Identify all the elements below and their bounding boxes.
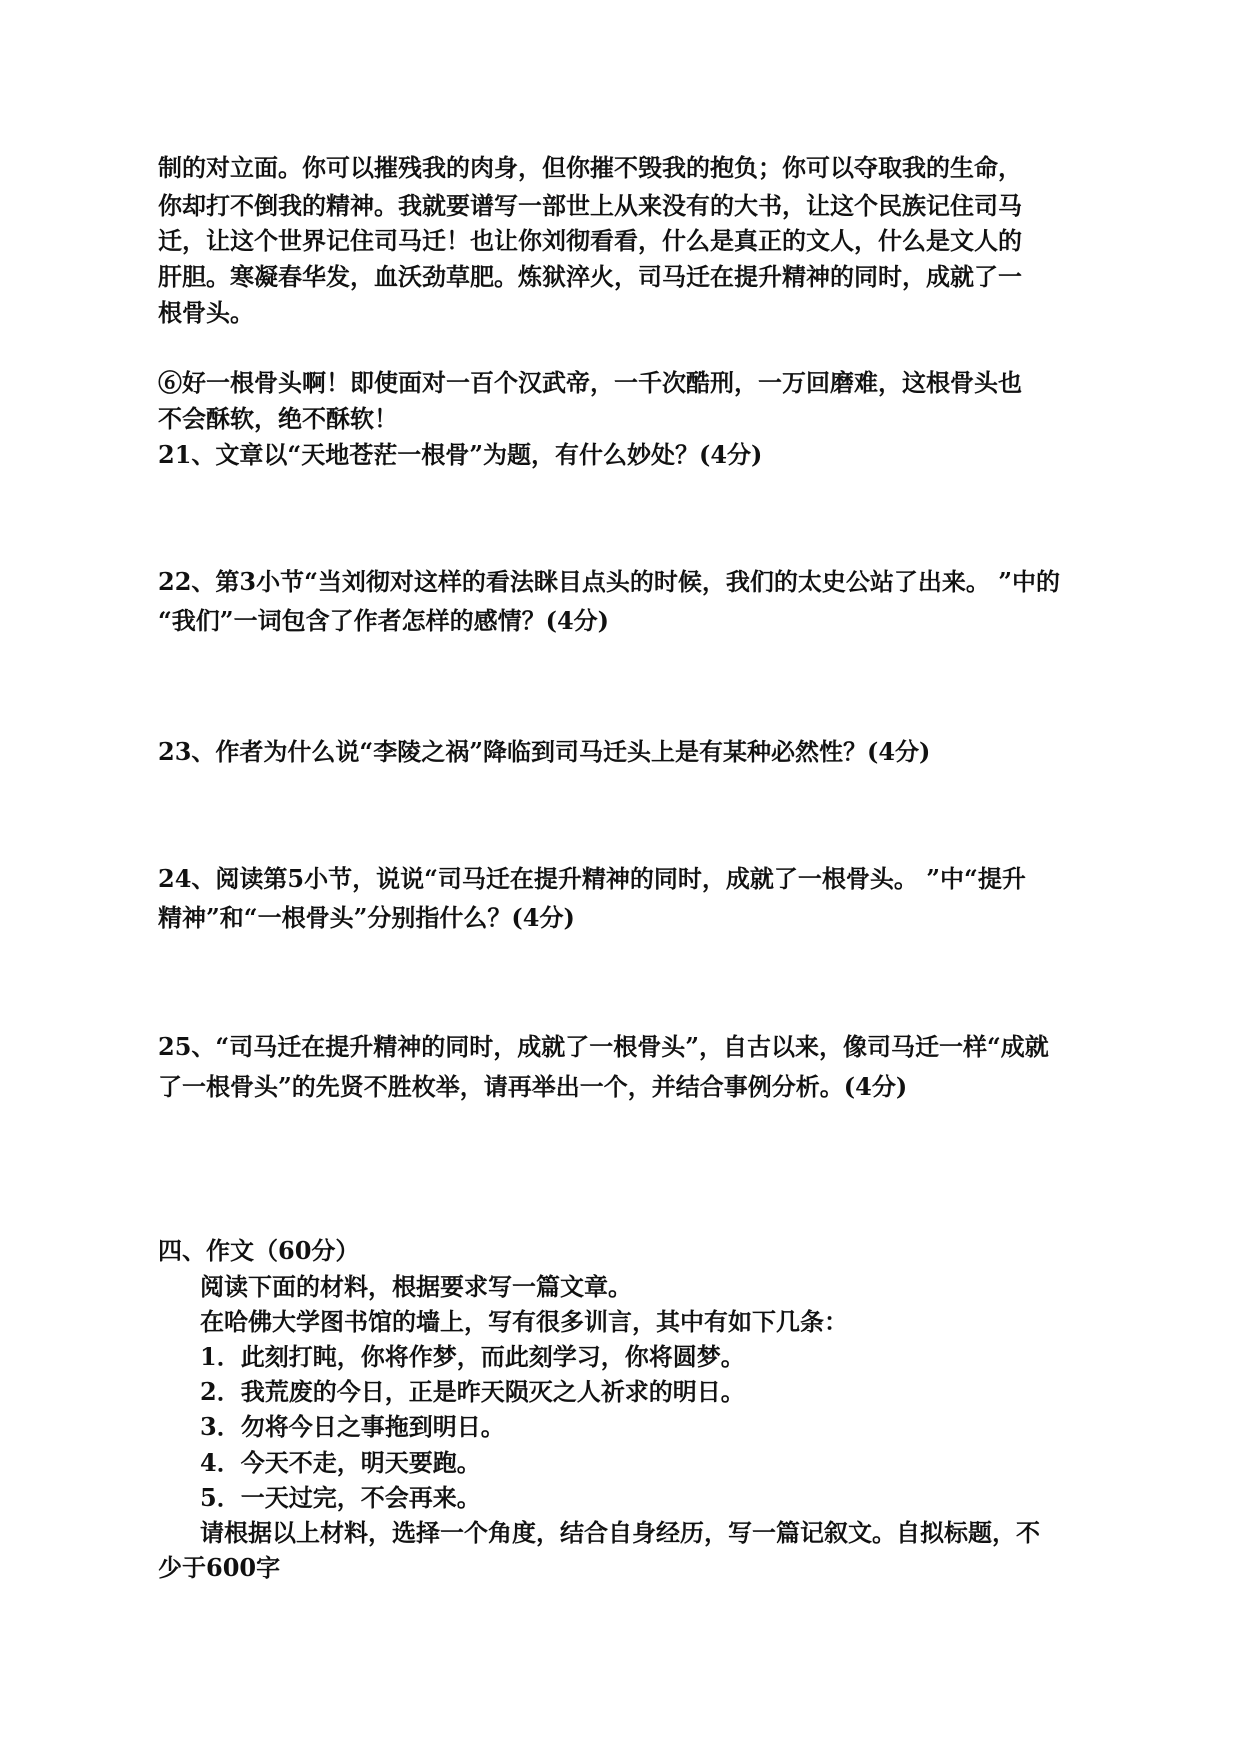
question-25: 25、“司马迁在提升精神的同时，成就了一根骨头”，自古以来，像司马迁一样“成就: [158, 1032, 1049, 1061]
passage-line: 根骨头。: [158, 298, 254, 327]
essay-item: 1．此刻打盹，你将作梦，而此刻学习，你将圆梦。: [200, 1342, 745, 1371]
question-21: 21、文章以“天地苍茫一根骨”为题，有什么妙处？(4分): [158, 440, 763, 469]
essay-requirement: 请根据以上材料，选择一个角度，结合自身经历，写一篇记叙文。自拟标题，不: [200, 1518, 1040, 1547]
passage-line: ⑥好一根骨头啊！即使面对一百个汉武帝，一千次酷刑，一万回磨难，这根骨头也: [158, 368, 1022, 397]
question-22-cont: “我们”一词包含了作者怎样的感情？(4分): [158, 606, 610, 635]
passage-line: 迁，让这个世界记住司马迁！也让你刘彻看看，什么是真正的文人，什么是文人的: [158, 226, 1022, 255]
question-22: 22、第3小节“当刘彻对这样的看法眯目点头的时候，我们的太史公站了出来。 ”中的: [158, 567, 1061, 596]
passage-line: 不会酥软，绝不酥软！: [158, 404, 398, 433]
essay-heading: 四、作文（60分）: [158, 1236, 360, 1265]
question-24-cont: 精神”和“一根骨头”分别指什么？(4分): [158, 903, 575, 932]
essay-item: 2．我荒废的今日，正是昨天陨灭之人祈求的明日。: [200, 1377, 745, 1406]
question-24: 24、阅读第5小节，说说“司马迁在提升精神的同时，成就了一根骨头。 ”中“提升: [158, 864, 1026, 893]
essay-requirement-cont: 少于600字: [158, 1553, 281, 1582]
essay-item: 4．今天不走，明天要跑。: [200, 1448, 481, 1477]
question-25-cont: 了一根骨头”的先贤不胜枚举，请再举出一个，并结合事例分析。(4分): [158, 1072, 908, 1101]
passage-line: 肝胆。寒凝春华发，血沃劲草肥。炼狱淬火，司马迁在提升精神的同时，成就了一: [158, 262, 1022, 291]
essay-item: 3．勿将今日之事拖到明日。: [200, 1412, 505, 1441]
essay-context: 在哈佛大学图书馆的墙上，写有很多训言，其中有如下几条：: [200, 1307, 848, 1336]
passage-line: 你却打不倒我的精神。我就要谱写一部世上从来没有的大书，让这个民族记住司马: [158, 191, 1022, 220]
passage-line: 制的对立面。你可以摧残我的肉身，但你摧不毁我的抱负；你可以夺取我的生命，: [158, 153, 1022, 182]
essay-intro: 阅读下面的材料，根据要求写一篇文章。: [200, 1272, 632, 1301]
question-23: 23、作者为什么说“李陵之祸”降临到司马迁头上是有某种必然性？(4分): [158, 737, 931, 766]
essay-item: 5．一天过完，不会再来。: [200, 1483, 481, 1512]
